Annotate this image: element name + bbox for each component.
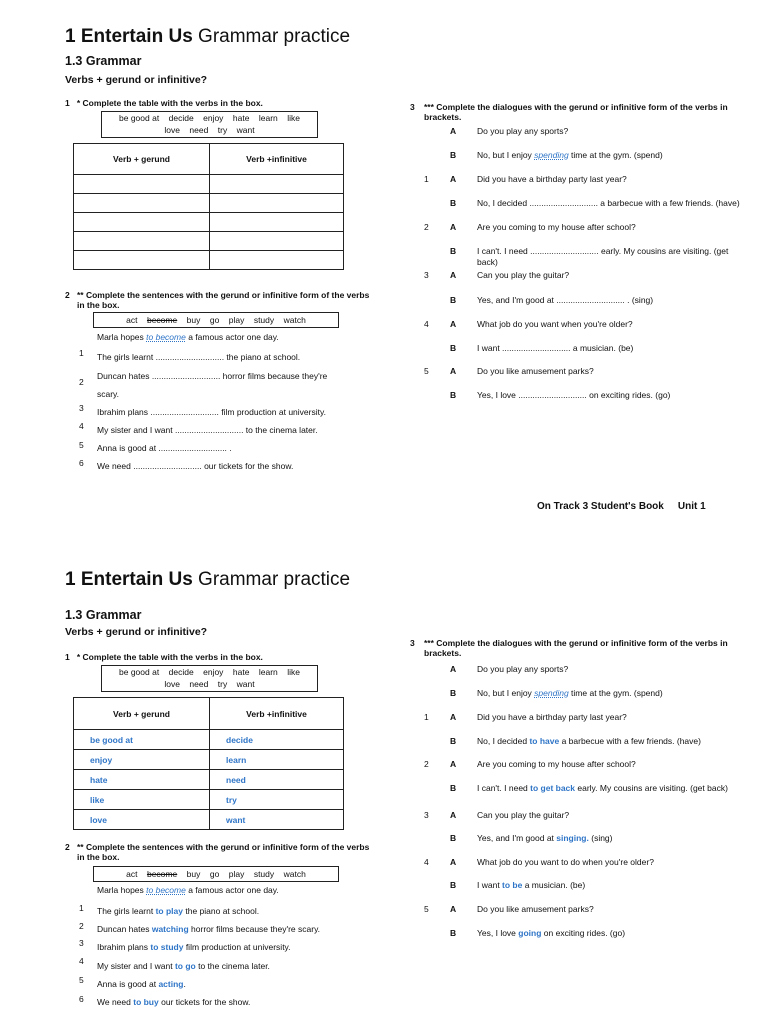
worksheet-blank: 1 Entertain Us Grammar practice 1.3 Grammar Verbs + gerund or infinitive? 1 * Complete the table with the verbs in the box. be good at decide enjoy hate learn like love need try want Verb + gerund Verb +infinitive 2 ** Complete the sentences with the gerund or infinitive form of the verbs in the box. act become buy go play study watch Marla hopes to become a famous actor one day. 1 The girls learnt ............................. the piano at school. 2 Duncan hates ............................. horror films because they're scary. 3 Ibrahim plans ............................. film production at university. 4 My sister and I want ............................. to the cinema later. 5 Anna is good at ............................. . 6 We need ............................. our tickets for the show. 3 *** Complete the dialogues with the gerund or infinitive form of the verbs in brackets. A Do you play any sports? B No, but I enjoy spending time at the gym. (spend) 1 A Did you have a birthday party last year? B No, I decided ............................. a barbecue with a few friends. (have) 2 A Are you coming to my house after school? B I can't. I need ............................. early. My cousins are visiting. (get back) 3 A Can you play the guitar? B Yes, and I'm good at ............................. . (sing) 4 A What job do you want when you're older? B I want ............................. a musician. (be) 5 A Do you like amusement parks? B Yes, I love ............................. on exciting rides. (go) On Track 3 Student's Book Unit 1 bbox=[0, 0, 768, 540]
column-header-gerund: Verb + gerund bbox=[74, 144, 210, 175]
example-answer: No, but I enjoy spending time at the gym. (spend) bbox=[477, 150, 663, 160]
sentence-1: The girls learnt to play the piano at school. bbox=[97, 906, 260, 916]
dialogue-2-question: Are you coming to my house after school? bbox=[477, 222, 636, 232]
exercise-2-instruction: 2 ** Complete the sentences with the gerund or infinitive form of the verbs in the box. bbox=[65, 290, 370, 310]
sentence-6: We need to buy our tickets for the show. bbox=[97, 997, 251, 1007]
page-title: 1 Entertain Us Grammar practice bbox=[65, 26, 351, 47]
sentence-1[interactable]: The girls learnt ............................. the piano at school. bbox=[97, 352, 301, 362]
answer-cell[interactable] bbox=[74, 232, 210, 251]
column-header-infinitive: Verb +infinitive bbox=[210, 698, 344, 730]
answer-cell[interactable] bbox=[210, 232, 344, 251]
example-question: Do you play any sports? bbox=[477, 664, 569, 674]
table-row bbox=[74, 213, 344, 232]
dialogue-4-answer[interactable]: I want ............................. a musician. (be) bbox=[477, 343, 634, 353]
example-sentence: Marla hopes to become a famous actor one day. bbox=[97, 885, 279, 895]
dialogue-2-answer[interactable]: I can't. I need ............................. early. My cousins are visiting. (get back) bbox=[477, 246, 729, 267]
exercise-1-word-box: be good at decide enjoy hate learn like love need try want bbox=[101, 665, 318, 692]
table-row: enjoy learn bbox=[74, 750, 344, 770]
answer-cell[interactable] bbox=[210, 175, 344, 194]
table-row: hate need bbox=[74, 770, 344, 790]
dialogue-5-question: Do you like amusement parks? bbox=[477, 366, 594, 376]
example-question: Do you play any sports? bbox=[477, 126, 569, 136]
exercise-1-instruction: 1 * Complete the table with the verbs in the box. bbox=[65, 98, 263, 108]
dialogue-3-answer[interactable]: Yes, and I'm good at ............................. . (sing) bbox=[477, 295, 654, 305]
table-row: be good at decide bbox=[74, 730, 344, 750]
dialogue-3-question: Can you play the guitar? bbox=[477, 270, 570, 280]
dialogue-4-question: What job do you want when you're older? bbox=[477, 319, 633, 329]
table-row bbox=[74, 175, 344, 194]
answer-cell[interactable] bbox=[210, 194, 344, 213]
sentence-4: My sister and I want to go to the cinema later. bbox=[97, 961, 270, 971]
answer-cell[interactable] bbox=[210, 213, 344, 232]
dialogue-3-question: Can you play the guitar? bbox=[477, 810, 570, 820]
dialogue-5-answer[interactable]: Yes, I love ............................. on exciting rides. (go) bbox=[477, 390, 671, 400]
exercise-2-instruction: 2 ** Complete the sentences with the gerund or infinitive form of the verbs in the box. bbox=[65, 842, 370, 862]
dialogue-4-answer: I want to be a musician. (be) bbox=[477, 880, 586, 890]
page-footer: On Track 3 Student's Book Unit 1 bbox=[537, 501, 706, 512]
dialogue-2-answer: I can't. I need to get back early. My cousins are visiting. (get back) bbox=[477, 783, 728, 793]
sentence-4[interactable]: My sister and I want ............................. to the cinema later. bbox=[97, 425, 318, 435]
dialogue-1-answer: No, I decided to have a barbecue with a few friends. (have) bbox=[477, 736, 701, 746]
table-row: love want bbox=[74, 810, 344, 830]
table-row bbox=[74, 251, 344, 270]
section-subtitle: Verbs + gerund or infinitive? bbox=[65, 626, 208, 638]
sentence-3: Ibrahim plans to study film production at university. bbox=[97, 942, 291, 952]
answer-cell[interactable] bbox=[74, 213, 210, 232]
section-heading: 1.3 Grammar bbox=[65, 608, 142, 622]
column-header-gerund: Verb + gerund bbox=[74, 698, 210, 730]
worksheet-answer-key: 1 Entertain Us Grammar practice 1.3 Grammar Verbs + gerund or infinitive? 1 * Complete the table with the verbs in the box. be good at decide enjoy hate learn like love need try want Verb + gerund Verb +infinitive be good at decide enjoy learn hate need like try love want 2 ** Complete the sentences with the gerund or infinitive form of the verbs in the box. act become buy go play study watch Marla hopes to become a famous actor one day. 1 The girls learnt to play the piano at school. 2 Duncan hates watching horror films because they're scary. 3 Ibrahim plans to study film production at university. 4 My sister and I want to go to the cinema later. 5 Anna is good at acting. 6 We need to buy our tickets for the show. 3 *** Complete the dialogues with the gerund or infinitive form of the verbs in brackets. A Do you play any sports? B No, but I enjoy spending time at the gym. (spend) 1 A Did you have a birthday party last year? B No, I decided to have a barbecue with a few friends. (have) 2 A Are you coming to my house after school? B I can't. I need to get back early. My cousins are visiting. (get back) 3 A Can you play the guitar? B Yes, and I'm good at singing. (sing) 4 A What job do you want to do when you're older? B I want to be a musician. (be) 5 A Do you like amusement parks? B Yes, I love going on exciting rides. (go) bbox=[0, 540, 768, 1024]
table-row: like try bbox=[74, 790, 344, 810]
sentence-2: Duncan hates watching horror films because they're scary. bbox=[97, 924, 321, 934]
page-title: 1 Entertain Us Grammar practice bbox=[65, 569, 351, 590]
sentence-5[interactable]: Anna is good at ............................. . bbox=[97, 443, 232, 453]
exercise-3-instruction: 3 *** Complete the dialogues with the gerund or infinitive form of the verbs in brackets. bbox=[410, 102, 728, 122]
column-header-infinitive: Verb +infinitive bbox=[210, 144, 344, 175]
table-row bbox=[74, 194, 344, 213]
dialogue-3-answer: Yes, and I'm good at singing. (sing) bbox=[477, 833, 613, 843]
dialogue-1-question: Did you have a birthday party last year? bbox=[477, 174, 627, 184]
dialogue-1-answer[interactable]: No, I decided ............................. a barbecue with a few friends. (have) bbox=[477, 198, 740, 208]
table-row bbox=[74, 232, 344, 251]
exercise-1-table bbox=[73, 697, 344, 830]
answer-cell[interactable] bbox=[74, 251, 210, 270]
dialogue-1-question: Did you have a birthday party last year? bbox=[477, 712, 627, 722]
exercise-3-instruction: 3 *** Complete the dialogues with the gerund or infinitive form of the verbs in brackets. bbox=[410, 638, 728, 658]
answer-cell[interactable] bbox=[74, 175, 210, 194]
example-answer: No, but I enjoy spending time at the gym. (spend) bbox=[477, 688, 663, 698]
answer-cell[interactable] bbox=[210, 251, 344, 270]
sentence-3[interactable]: Ibrahim plans ............................. film production at university. bbox=[97, 407, 326, 417]
sentence-2-continued: scary. bbox=[97, 389, 120, 399]
example-sentence: Marla hopes to become a famous actor one day. bbox=[97, 332, 279, 342]
sentence-6[interactable]: We need ............................. our tickets for the show. bbox=[97, 461, 294, 471]
section-subtitle: Verbs + gerund or infinitive? bbox=[65, 74, 208, 86]
exercise-2-word-box: act become buy go play study watch bbox=[93, 866, 339, 882]
dialogue-2-question: Are you coming to my house after school? bbox=[477, 759, 636, 769]
sentence-5: Anna is good at acting. bbox=[97, 979, 186, 989]
exercise-1-instruction: 1 * Complete the table with the verbs in the box. bbox=[65, 652, 263, 662]
section-heading: 1.3 Grammar bbox=[65, 54, 142, 68]
exercise-1-word-box: be good at decide enjoy hate learn like love need try want bbox=[101, 111, 318, 138]
sentence-2[interactable]: Duncan hates ............................. horror films because they're bbox=[97, 371, 328, 381]
answer-cell[interactable] bbox=[74, 194, 210, 213]
dialogue-5-answer: Yes, I love going on exciting rides. (go) bbox=[477, 928, 626, 938]
exercise-2-word-box: act become buy go play study watch bbox=[93, 312, 339, 328]
exercise-1-table bbox=[73, 143, 344, 270]
dialogue-4-question: What job do you want to do when you're older? bbox=[477, 857, 654, 867]
dialogue-5-question: Do you like amusement parks? bbox=[477, 904, 594, 914]
